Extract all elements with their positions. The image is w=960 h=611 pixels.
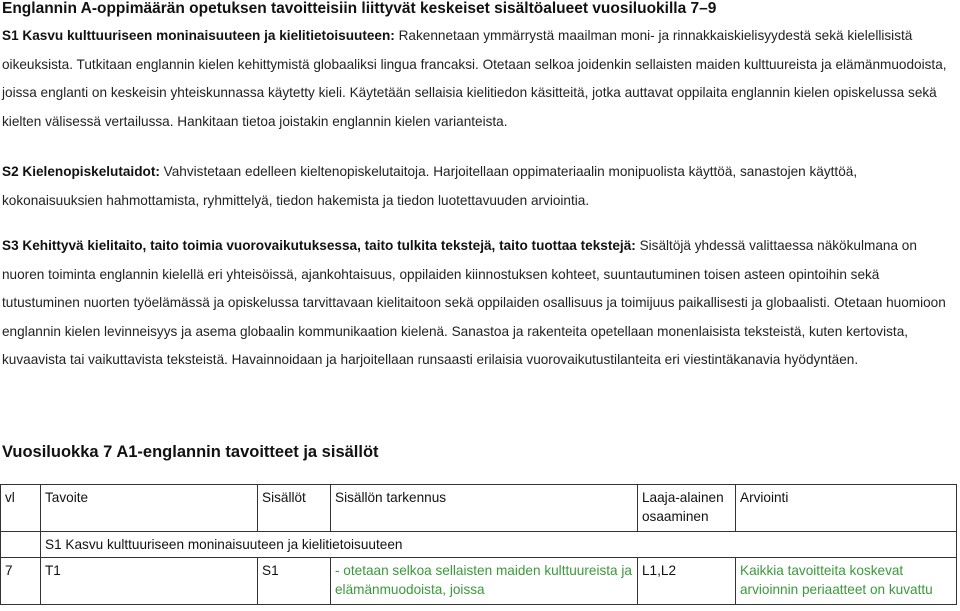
section-s3-paragraph [2, 232, 952, 375]
cell-tarkennus: - otetaan selkoa sellaisten maiden kulttuureista ja elämänmuodoista, joissa [331, 558, 638, 605]
section-row-label: S1 Kasvu kulttuuriseen moninaisuuteen ja kielitietoisuuteen [41, 532, 957, 558]
header-tavoite: Tavoite [41, 485, 258, 532]
objectives-table [0, 484, 957, 605]
cell-tavoite: T1 [41, 558, 258, 605]
section-s3-text: Sisältöjä yhdessä valittaessa näkökulmana on nuoren toiminta englannin kielellä eri yhteisöissä, ajankohtaisuus, oppilaiden kiinnostuksen kohteet, suuntautuminen toisen asteen opintoihin sekä tutustuminen nuorten työelämässä ja opiskelussa tarvittavaan kielitaitoon sekä oppilaiden osallisuus ja toimijuus paikallisesti ja globaalisti. Otetaan huomioon englannin kielen levinneisyys ja asema globaalin kommunikaation kielenä. Sanastoa ja rakenteita opetellaan monenlaisista teksteistä, kuten kertovista, kuvaavista tai vaikuttavista teksteistä. Havainnoidaan ja harjoitellaan runsaasti erilaisia vuorovaikutustilanteita eri viestintäkanavia hyödyntäen. [2, 238, 946, 367]
section-s2-label: S2 Kielenopiskelutaidot: [2, 164, 160, 179]
section-row-empty [1, 532, 41, 558]
header-arviointi: Arviointi [736, 485, 957, 532]
header-tarkennus: Sisällön tarkennus [331, 485, 638, 532]
table-section-row [1, 532, 957, 558]
document-title: Englannin A-oppimäärän opetuksen tavoitteisiin liittyvät keskeiset sisältöalueet vuosiluokilla 7–9 [2, 0, 717, 17]
section-s3-label: S3 Kehittyvä kielitaito, taito toimia vuorovaikutuksessa, taito tulkita tekstejä, taito tuottaa tekstejä: [2, 238, 636, 253]
section-s2-paragraph [2, 158, 952, 215]
table-header-row [1, 485, 957, 532]
cell-sisallot: S1 [258, 558, 331, 605]
cell-vl: 7 [1, 558, 41, 605]
cell-arviointi: Kaikkia tavoitteita koskevat arvioinnin periaatteet on kuvattu [736, 558, 957, 605]
grade-subheading: Vuosiluokka 7 A1-englannin tavoitteet ja sisällöt [2, 443, 379, 461]
section-s1-paragraph [2, 22, 952, 136]
cell-laaja-alainen: L1,L2 [638, 558, 736, 605]
section-s2-text: Vahvistetaan edelleen kieltenopiskelutaitoja. Harjoitellaan oppimateriaalin monipuolista käyttöä, sanastojen käyttöä, kokonaisuuksien hahmottamista, ryhmittelyä, tiedon hakemista ja tiedon luotettavuuden arviointia. [2, 164, 858, 208]
header-vl: vl [1, 485, 41, 532]
section-s1-label: S1 Kasvu kulttuuriseen moninaisuuteen ja kielitietoisuuteen: [2, 28, 395, 43]
header-sisallot: Sisällöt [258, 485, 331, 532]
section-s1-text: Rakennetaan ymmärrystä maailman moni- ja rinnakkaiskielisyydestä sekä kielellisistä oikeuksista. Tutkitaan englannin kielen kehittymistä globaaliksi lingua francaksi. Otetaan selkoa joidenkin sellaisten maiden kulttuureista ja elämänmuodoista, joissa englanti on keskeisin yhteiskunnassa käytetty kieli. Käytetään sellaisia kielitiedon käsitteitä, jotka auttavat oppilaita englannin kielen opiskelussa sekä kielten välisessä vertailussa. Hankitaan tietoa joistakin englannin kielen varianteista. [2, 28, 947, 129]
table-row [1, 558, 957, 605]
header-laaja-alainen: Laaja-alainen osaaminen [638, 485, 736, 532]
